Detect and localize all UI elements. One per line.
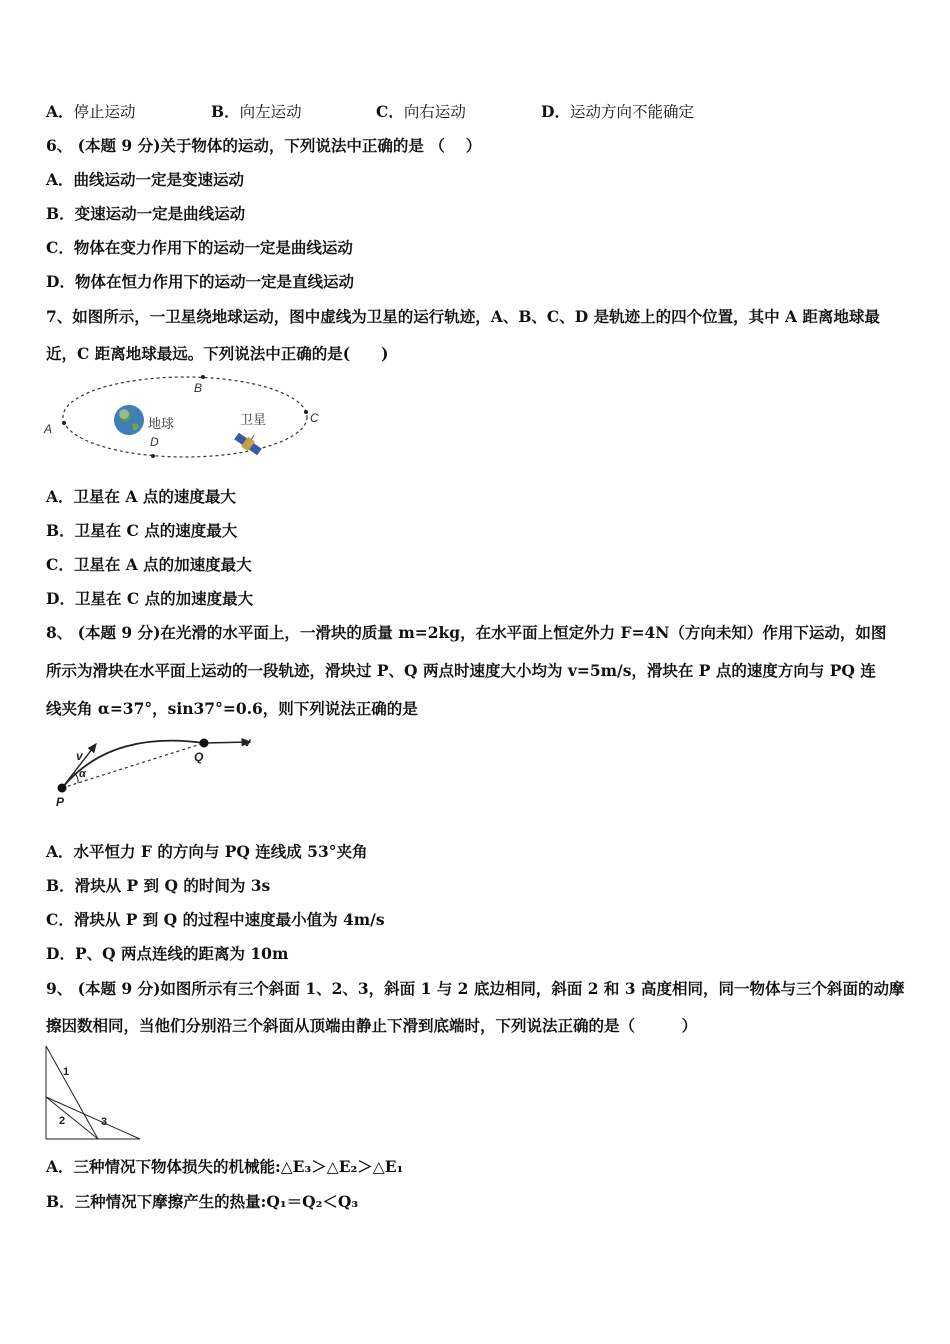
point-p-dot	[58, 784, 67, 793]
satellite-orbit-figure	[40, 370, 340, 470]
satellite-icon	[233, 427, 266, 457]
q9-option-a: A．三种情况下物体损失的机械能:△E₃＞△E₂＞△E₁	[46, 1157, 404, 1176]
q8-stem-line1: 8、 (本题 9 分)在光滑的水平面上，一滑块的质量 m=2kg，在水平面上恒定外力 F=4N（方向未知）作用下运动，如图	[46, 623, 887, 642]
q9-option-b: B．三种情况下摩擦产生的热量:Q₁＝Q₂＜Q₃	[46, 1192, 359, 1211]
earth-icon	[114, 405, 144, 435]
q8-option-b: B．滑块从 P 到 Q 的时间为 3s	[46, 876, 271, 895]
label-v-q: v	[244, 735, 251, 749]
label-2: 2	[59, 1115, 66, 1127]
q8-option-c: C．滑块从 P 到 Q 的过程中速度最小值为 4m/s	[46, 910, 385, 929]
label-alpha: α	[79, 768, 86, 780]
q8-stem-line2: 所示为滑块在水平面上运动的一段轨迹，滑块过 P、Q 两点时速度大小均为 v=5m/s，滑块在 P 点的速度方向与 PQ 连	[46, 661, 876, 680]
point-c-dot	[304, 410, 308, 414]
label-v-p: v	[76, 749, 83, 763]
label-q: Q	[194, 750, 204, 764]
label-c: C	[310, 411, 319, 425]
q8-option-d: D．P、Q 两点连线的距离为 10m	[46, 944, 289, 963]
label-d: D	[150, 435, 159, 449]
incline-1	[46, 1046, 98, 1139]
trajectory-curve	[62, 741, 204, 788]
q6-stem: 6、 (本题 9 分)关于物体的运动，下列说法中正确的是 （ ）	[46, 136, 482, 155]
option-letter: B．	[211, 102, 240, 121]
option-letter: C．	[376, 102, 404, 121]
point-q-dot	[200, 739, 209, 748]
q5-option-a	[46, 102, 136, 122]
label-1: 1	[63, 1066, 70, 1078]
q7-option-d: D．卫星在 C 点的加速度最大	[46, 589, 254, 608]
option-text: 运动方向不能确定	[569, 103, 694, 121]
option-letter: A．	[46, 102, 74, 121]
q6-option-c: C．物体在变力作用下的运动一定是曲线运动	[46, 238, 353, 257]
q7-stem-line1: 7、如图所示，一卫星绕地球运动，图中虚线为卫星的运行轨迹，A、B、C、D 是轨迹上的四个位置，其中 A 距离地球最	[46, 307, 880, 326]
orbit-ellipse	[63, 377, 307, 457]
q9-stem-line2: 擦因数相同，当他们分别沿三个斜面从顶端由静止下滑到底端时，下列说法正确的是（ ）	[46, 1016, 698, 1035]
q7-option-c: C．卫星在 A 点的加速度最大	[46, 555, 252, 574]
label-a: A	[44, 422, 53, 436]
pq-dashed-line	[62, 743, 204, 788]
q6-option-a: A．曲线运动一定是变速运动	[46, 170, 245, 189]
option-text: 向左运动	[239, 103, 302, 121]
trajectory-figure	[50, 730, 270, 812]
q6-option-d: D．物体在恒力作用下的运动一定是直线运动	[46, 272, 354, 291]
label-b: B	[194, 381, 203, 395]
option-letter: D．	[541, 102, 570, 121]
q8-option-a: A．水平恒力 F 的方向与 PQ 连线成 53°夹角	[46, 842, 368, 861]
satellite-label: 卫星	[240, 412, 267, 427]
label-p: P	[56, 795, 65, 809]
q9-stem-line1: 9、 (本题 9 分)如图所示有三个斜面 1、2、3，斜面 1 与 2 底边相同，斜面 2 和 3 高度相同，同一物体与三个斜面的动摩	[46, 979, 905, 998]
point-b-dot	[201, 375, 205, 379]
q7-option-a: A．卫星在 A 点的速度最大	[46, 487, 236, 506]
q5-option-d	[541, 102, 694, 122]
incline-2	[46, 1097, 98, 1139]
q6-option-b: B．变速运动一定是曲线运动	[46, 204, 246, 223]
q5-option-b	[211, 102, 302, 122]
q8-stem-line3: 线夹角 α=37°，sin37°=0.6，则下列说法正确的是	[46, 699, 418, 718]
label-3: 3	[101, 1116, 108, 1128]
q7-stem-line2: 近，C 距离地球最远。下列说法中正确的是( )	[46, 344, 389, 363]
point-a-dot	[62, 421, 66, 425]
incline-figure	[44, 1045, 144, 1141]
q5-option-c	[376, 102, 466, 122]
q7-option-b: B．卫星在 C 点的速度最大	[46, 521, 238, 540]
earth-label: 地球	[148, 416, 175, 431]
option-text: 向右运动	[403, 103, 466, 121]
option-text: 停止运动	[73, 103, 136, 121]
point-d-dot	[151, 454, 155, 458]
